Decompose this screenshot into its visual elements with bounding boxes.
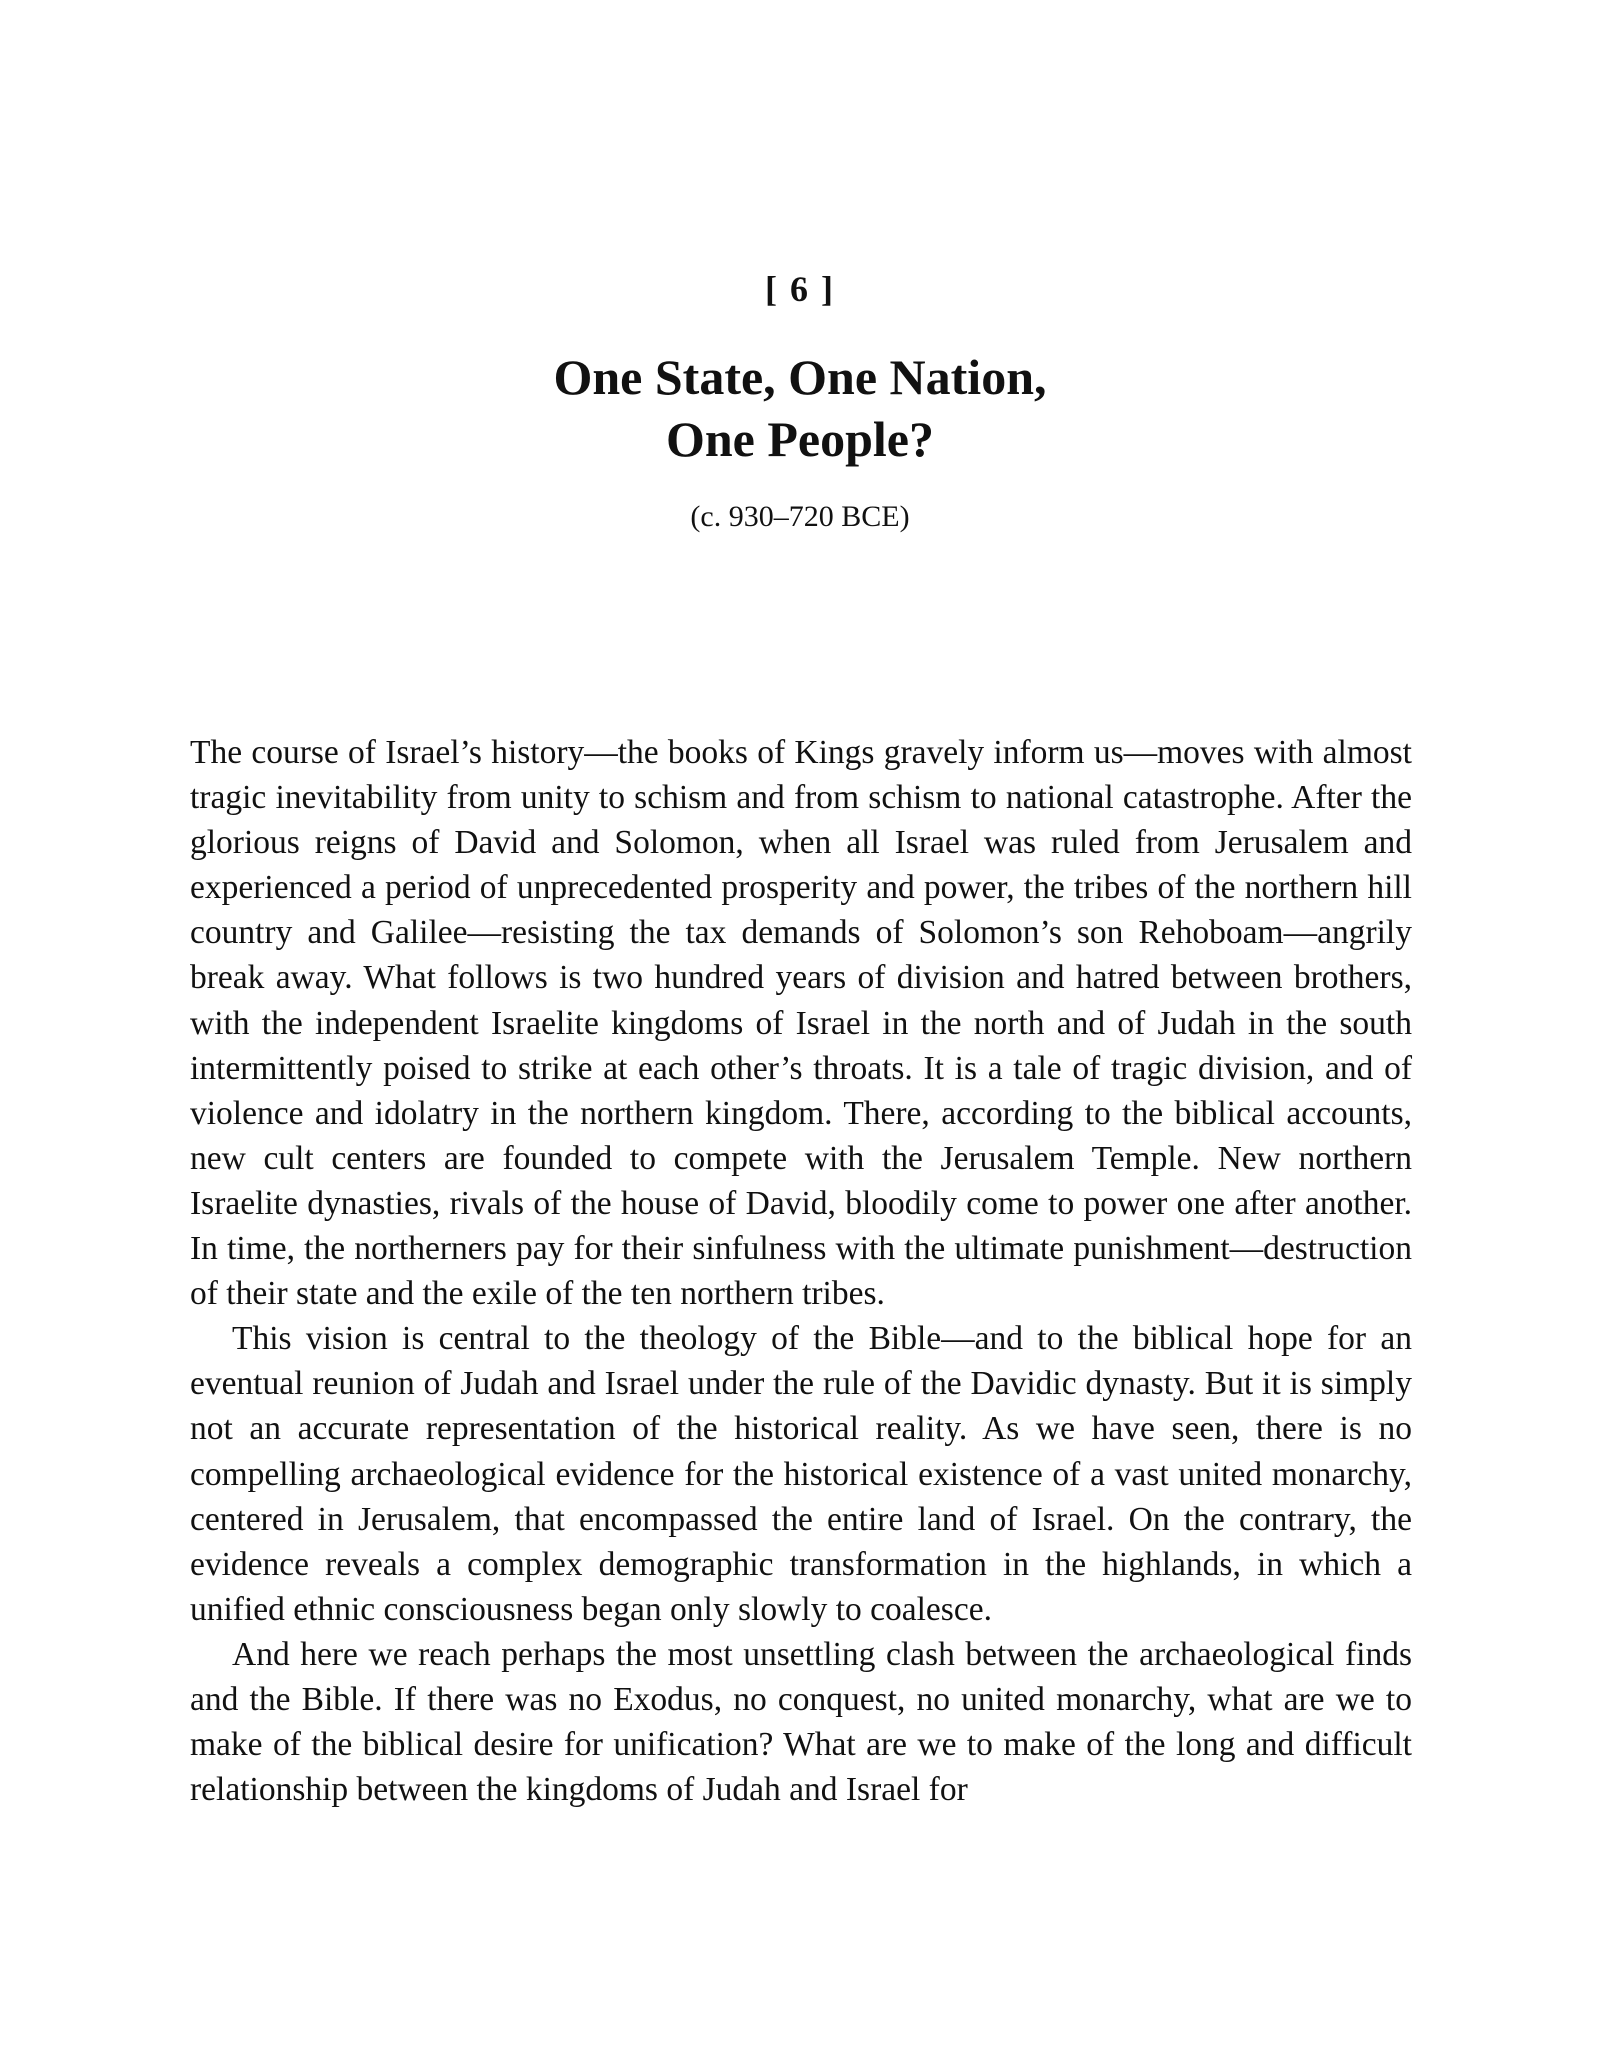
- chapter-dates: (c. 930–720 BCE): [690, 500, 910, 533]
- body-text: [190, 730, 1412, 1812]
- paragraph-1: The course of Israel’s history—the books of Kings gravely inform us—moves with almost tragic inevitability from unity to schism and from schism to national catastrophe. After the glorious reigns of David and Solomon, when all Israel was ruled from Jerusalem and experienced a period of unprecedented prosperity and power, the tribes of the northern hill country and Galilee—resisting the tax demands of Solomon’s son Rehoboam—angrily break away. What follows is two hundred years of division and hatred between brothers, with the independent Israelite kingdoms of Israel in the north and of Judah in the south intermittently poised to strike at each other’s throats. It is a tale of tragic division, and of violence and idolatry in the northern kingdom. There, according to the biblical accounts, new cult centers are founded to compete with the Jerusalem Temple. New northern Israelite dynasties, rivals of the house of David, bloodily come to power one after another. In time, the northerners pay for their sinfulness with the ultimate punishment—destruction of their state and the exile of the ten northern tribes.: [190, 734, 1412, 1313]
- chapter-title: [0, 346, 1600, 470]
- paragraph-3: And here we reach perhaps the most unsettling clash between the archaeological finds and the Bible. If there was no Exodus, no conquest, no united monarchy, what are we to make of the biblical desire for unification? What are we to make of the long and difficult relationship between the kingdoms of Judah and Israel for: [190, 1635, 1412, 1809]
- chapter-title-line-2: One People?: [665, 411, 935, 467]
- chapter-title-line-1: One State, One Nation,: [553, 349, 1047, 405]
- paragraph-2: This vision is central to the theology of the Bible—and to the biblical hope for an eventual reunion of Judah and Israel under the rule of the Davidic dynasty. But it is simply not an accurate representation of the historical reality. As we have seen, there is no compelling archaeological evidence for the historical existence of a vast united monarchy, centered in Jerusalem, that encompassed the entire land of Israel. On the contrary, the evidence reveals a complex demographic transformation in the highlands, in which a unified ethnic consciousness began only slowly to coalesce.: [190, 1320, 1412, 1628]
- chapter-number: [ 6 ]: [765, 269, 835, 309]
